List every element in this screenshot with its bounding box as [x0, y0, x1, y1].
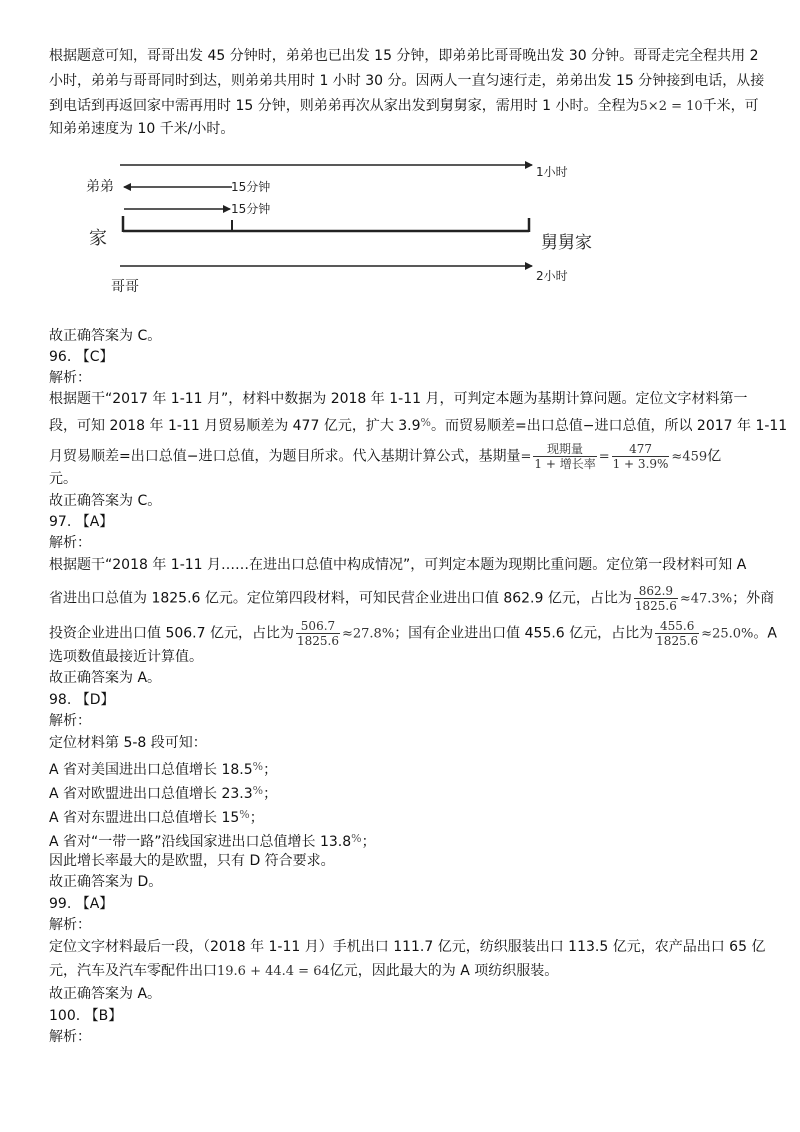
state-share-fraction — [655, 619, 699, 648]
q96-line-2-text: 段，可知 2018 年 1-11 月贸易顺差为 477 亿元，扩大 3.9 — [49, 418, 421, 434]
fifteen-min-label-a: 15分钟 — [231, 180, 271, 194]
q97-jiexi: 解析： — [49, 535, 91, 551]
q96-line-4: 元。 — [49, 471, 77, 487]
fraction-denominator: 1 + 3.9% — [612, 457, 669, 471]
foreign-share-result: ≈27.8% — [341, 626, 395, 642]
percent-sign: % — [239, 808, 250, 821]
q96-jiexi: 解析： — [49, 370, 91, 386]
q99-jiexi: 解析： — [49, 917, 91, 933]
home-label: 家 — [89, 228, 107, 249]
q96-line-2-tail: 。而贸易顺差=出口总值−进口总值，所以 2017 年 1-11 — [431, 418, 788, 434]
intro-line-3 — [49, 96, 759, 117]
fraction-denominator: 1825.6 — [634, 599, 677, 613]
q97-line-4: 选项数值最接近计算值。 — [49, 649, 203, 665]
semicolon: ； — [361, 834, 376, 850]
auto-parts-sum: 19.6 + 44.4 = 64 — [217, 964, 330, 979]
base-value-fraction — [612, 442, 670, 471]
q96-answer: 故正确答案为 C。 — [49, 493, 162, 509]
state-share-result: ≈25.0% — [701, 626, 754, 642]
q98-heading: 98. 【D】 — [49, 692, 115, 708]
foreign-share-fraction — [296, 619, 340, 648]
percent-sign: % — [420, 416, 431, 429]
fraction-numerator: 506.7 — [296, 619, 340, 634]
q99-line-2-text: 元，汽车及汽车零配件出口 — [49, 963, 217, 979]
one-hour-label: 1小时 — [536, 165, 568, 179]
q96-line-3-text: 月贸易顺差=出口总值−进口总值，为题目所求。代入基期计算公式，基期量 — [49, 448, 521, 465]
gege-label: 哥哥 — [111, 279, 139, 295]
q98-line-6: 因此增长率最大的是欧盟，只有 D 符合要求。 — [49, 853, 335, 869]
fraction-denominator: 1825.6 — [296, 634, 339, 648]
intro-line-1: 根据题意可知，哥哥出发 45 分钟时，弟弟也已出发 15 分钟，即弟弟比哥哥晚出发 30 分钟。哥哥走完全程共用 2 — [49, 48, 759, 64]
q100-jiexi: 解析： — [49, 1029, 91, 1045]
q96-line-3-tail: 亿 — [707, 448, 722, 465]
q97-line-2 — [49, 584, 774, 613]
q97-line-2-tail: ；外商 — [732, 590, 775, 607]
intro-line-3-text: 到电话到再返回家中需再用时 15 分钟，则弟弟再次从家出发到舅舅家，需用时 1 小时。全程为 — [49, 98, 640, 114]
q98-line-3 — [49, 781, 277, 804]
q98-jiexi: 解析： — [49, 713, 91, 729]
percent-sign: % — [252, 784, 264, 797]
q98-eu-growth: A 省对欧盟进出口总值增长 23.3 — [49, 786, 253, 802]
base-formula-fraction — [533, 442, 596, 471]
fraction-numerator: 455.6 — [655, 619, 699, 634]
private-share-fraction — [634, 584, 678, 613]
q97-line-3-tail: 。A — [753, 625, 777, 642]
fifteen-min-label-b: 15分钟 — [231, 202, 271, 216]
semicolon: ； — [263, 762, 278, 778]
q97-line-3-text: 投资企业进出口值 506.7 亿元，占比为 — [49, 625, 294, 642]
distance-equation: 5×2 = 10 — [639, 99, 703, 114]
q98-line-5 — [49, 829, 376, 852]
q99-line-2-tail: 亿元，因此最大的为 A 项纺织服装。 — [329, 963, 559, 979]
fraction-numerator: 现期量 — [533, 442, 596, 457]
travel-diagram — [0, 150, 800, 300]
private-share-result: ≈47.3% — [679, 591, 733, 607]
fraction-numerator: 862.9 — [634, 584, 678, 599]
q96-line-3 — [49, 442, 721, 471]
intro-line-3-tail: 千米，可 — [702, 98, 759, 114]
didi-label: 弟弟 — [86, 179, 114, 195]
q98-line-1: 定位材料第 5-8 段可知： — [49, 735, 207, 751]
q99-heading: 99. 【A】 — [49, 896, 114, 912]
q98-asean-growth: A 省对东盟进出口总值增长 15 — [49, 810, 240, 826]
equals-sign: = — [598, 449, 610, 465]
two-hour-label: 2小时 — [536, 269, 568, 283]
q99-line-2 — [49, 961, 558, 982]
approx-result: ≈459 — [671, 449, 708, 465]
percent-sign: % — [252, 760, 264, 773]
fraction-numerator: 477 — [612, 442, 670, 457]
intro-line-4: 知弟弟速度为 10 千米/小时。 — [49, 121, 235, 137]
q97-line-3 — [49, 619, 777, 648]
q98-answer: 故正确答案为 D。 — [49, 874, 163, 890]
q95-answer: 故正确答案为 C。 — [49, 328, 162, 344]
q96-line-1: 根据题干“2017 年 1-11 月”，材料中数据为 2018 年 1-11 月，可判定本题为基期计算问题。定位文字材料第一 — [49, 391, 748, 407]
q96-line-2 — [49, 413, 787, 436]
uncle-home-label: 舅舅家 — [541, 233, 592, 253]
percent-sign: % — [351, 832, 362, 845]
q99-answer: 故正确答案为 A。 — [49, 986, 162, 1002]
q98-line-2 — [49, 757, 277, 780]
q97-heading: 97. 【A】 — [49, 514, 114, 530]
fraction-denominator: 1 + 增长率 — [534, 457, 596, 471]
q98-belt-road-growth: A 省对“一带一路”沿线国家进出口总值增长 13.8 — [49, 834, 352, 850]
q99-line-1: 定位文字材料最后一段，（2018 年 1-11 月）手机出口 111.7 亿元，纺织服装出口 113.5 亿元，农产品出口 65 亿 — [49, 939, 766, 955]
q97-line-3-mid: ；国有企业进出口值 455.6 亿元，占比为 — [394, 625, 654, 642]
q97-line-1: 根据题干“2018 年 1-11 月……在进出口总值中构成情况”，可判定本题为现期比重问题。定位第一段材料可知 A — [49, 557, 747, 573]
semicolon: ； — [263, 786, 278, 802]
q97-line-2-text: 省进出口总值为 1825.6 亿元。定位第四段材料，可知民营企业进出口值 862.9 亿元，占比为 — [49, 590, 632, 607]
q97-answer: 故正确答案为 A。 — [49, 670, 162, 686]
q98-usa-growth: A 省对美国进出口总值增长 18.5 — [49, 762, 253, 778]
intro-line-2: 小时，弟弟与哥哥同时到达，则弟弟共用时 1 小时 30 分。因两人一直匀速行走，弟弟出发 15 分钟接到电话，从接 — [49, 73, 765, 89]
q96-heading: 96. 【C】 — [49, 349, 114, 365]
semicolon: ； — [249, 810, 264, 826]
q100-heading: 100. 【B】 — [49, 1008, 123, 1024]
equals-sign: = — [520, 449, 532, 465]
fraction-denominator: 1825.6 — [656, 634, 699, 648]
q98-line-4 — [49, 805, 264, 828]
